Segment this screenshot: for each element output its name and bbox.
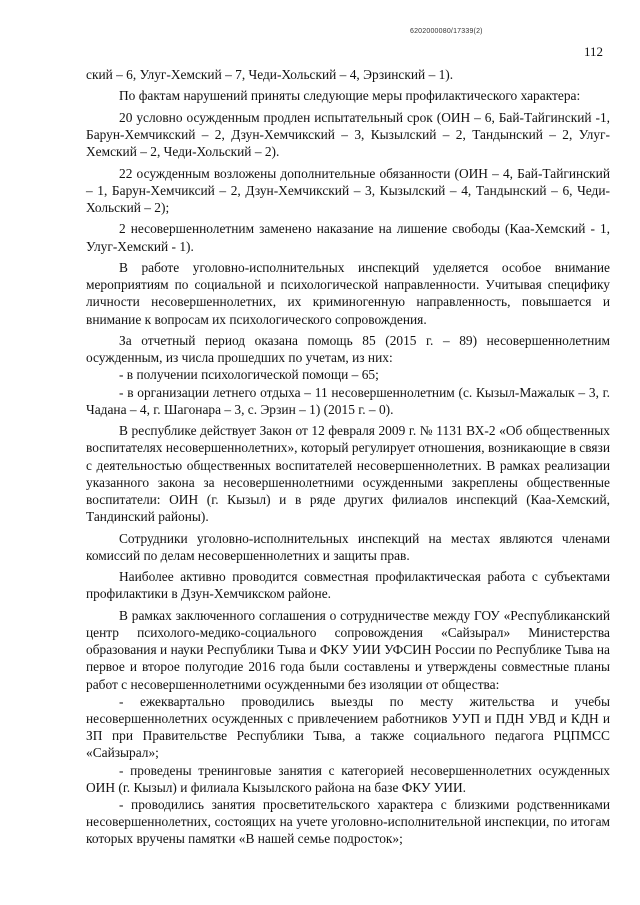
paragraph-sentence-replaced: 2 несовершеннолетним заменено наказание на лишение свободы (Каа-Хемский - 1, Улуг-Хемский - 1). <box>86 221 610 254</box>
list-item-summer-rest: - в организации летнего отдыха – 11 несовершеннолетним (с. Кызыл-Мажалык – 3, г. Чадана – 4, г. Шагонара – 3, с. Эрзин – 1) (2015 г. – 0). <box>86 384 610 417</box>
paragraph-continuation: ский – 6, Улуг-Хемский – 7, Чеди-Хольский – 4, Эрзинский – 1). <box>86 67 454 82</box>
paragraph-law-public-educators: В республике действует Закон от 12 февраля 2009 г. № 1131 ВХ-2 «Об общественных воспитателях несовершеннолетних», который регулирует отношения, возникающие в связи с деятельностью общественных воспитателей несовершеннолетних. В рамках реализации указанного закона за несовершеннолетними осужденными закреплены общественные воспитатели: ОИН (г. Кызыл) и в ряде других филиалов инспекций (Каа-Хемский, Тандинский районы). <box>86 423 610 525</box>
paragraph-additional-duties: 22 осужденным возложены дополнительные обязанности (ОИН – 4, Бай-Тайгинский – 1, Барун-Хемчиксий – 2, Дзун-Хемчикский – 3, Кызылский – 4, Тандынский – 6, Чеди-Хольский – 2); <box>86 165 610 215</box>
paragraph-probation-extended: 20 условно осужденным продлен испытательный срок (ОИН – 6, Бай-Тайгинский -1, Барун-Хемчикский – 2, Дзун-Хемчикский – 3, Кызылский – 2, Тандынский – 2, Улуг-Хемский – 2, Чеди-Хольский – 2). <box>86 109 610 160</box>
page-number: 112 <box>584 44 604 59</box>
document-body <box>86 66 610 848</box>
list-item-relatives-sessions: - проводились занятия просветительского характера с близкими родственниками несовершеннолетних, состоящих на учете уголовно-исполнительной инспекции, по итогам которых вручены памятки «В нашей семье подросток»; <box>86 797 610 847</box>
list-item-psychological-help: - в получении психологической помощи – 65; <box>119 367 379 383</box>
paragraph-cooperation-agreement: В рамках заключенного соглашения о сотрудничестве между ГОУ «Республиканский центр психолого-медико-социального сопровождения «Сайзырал» Министерства образования и науки Республики Тыва и ФКУ УИИ УФСИН России по Республике Тыва на первое и второе полугодие 2016 года были составлены и утверждены совместные планы работ с несовершеннолетними осужденными без изоляции от общества: <box>86 607 610 692</box>
paragraph-commission-members: Сотрудники уголовно-исполнительных инспекций на местах являются членами комиссий по делам несовершеннолетних и защиты прав. <box>86 530 610 563</box>
paragraph-psychological-support: В работе уголовно-исполнительных инспекций уделяется особое внимание мероприятиям по социальной и психологической направленности. Учитывая специфику личности несовершеннолетних, их криминогенную направленность, повышается и внимание к вопросам их психологического сопровождения. <box>86 259 610 327</box>
paragraph-assistance-provided: За отчетный период оказана помощь 85 (2015 г. – 89) несовершеннолетним осужденным, из числа прошедших по учетам, из них: <box>86 332 610 366</box>
list-item-quarterly-visits: - ежеквартально проводились выезды по месту жительства и учебы несовершеннолетних осужденных с привлечением работников УУП и ПДН УВД и КДН и ЗП при Правительстве Республики Тыва, а также социального педагога РЦПМСС «Сайзырал»; <box>86 693 610 761</box>
document-id: 6202000080/17339(2) <box>410 28 483 35</box>
list-item-trainings: - проведены тренинговые занятия с категорией несовершеннолетних осужденных ОИН (г. Кызыл) и филиала Кызылского района на базе ФКУ УИИ. <box>86 762 610 795</box>
paragraph-measures-intro: По фактам нарушений приняты следующие меры профилактического характера: <box>119 88 581 104</box>
paragraph-dzun-khemchik: Наиболее активно проводится совместная профилактическая работа с субъектами профилактики в Дзун-Хемчикском районе. <box>86 569 610 602</box>
